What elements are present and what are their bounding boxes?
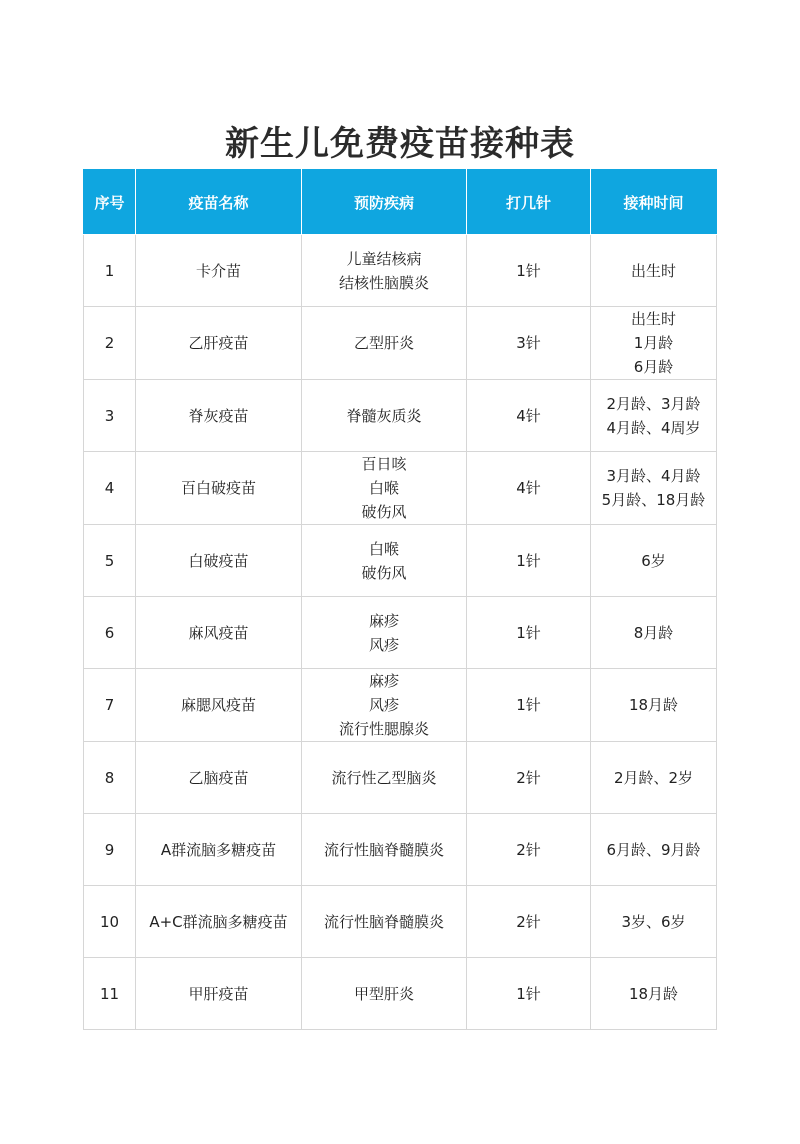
cell-diseases [302,814,467,886]
cell-doses: 2针 [467,742,591,814]
cell-schedule-line: 3岁、6岁 [621,912,686,931]
cell-schedule-line: 18月龄 [628,984,679,1003]
table-row [84,235,717,307]
cell-doses: 2针 [467,814,591,886]
cell-diseases [302,307,467,380]
cell-no: 2 [84,307,136,380]
cell-diseases-line: 白喉 [368,539,399,558]
cell-diseases [302,380,467,452]
cell-no: 10 [84,886,136,958]
cell-diseases [302,886,467,958]
cell-schedule-line: 8月龄 [633,623,674,642]
cell-schedule [591,886,717,958]
cell-diseases-line: 麻疹 [368,611,399,630]
cell-no: 3 [84,380,136,452]
header-no: 序号 [84,170,136,235]
cell-doses: 1针 [467,235,591,307]
cell-vaccine-name: 脊灰疫苗 [136,380,302,452]
cell-doses: 1针 [467,597,591,669]
cell-vaccine-name: 甲肝疫苗 [136,958,302,1030]
cell-no: 11 [84,958,136,1030]
cell-schedule-line: 3月龄、4月龄 [606,467,701,485]
cell-diseases [302,452,467,525]
cell-schedule-line: 18月龄 [628,696,679,714]
cell-doses: 1针 [467,958,591,1030]
cell-vaccine-name: 麻风疫苗 [136,597,302,669]
cell-vaccine-name: 卡介苗 [136,235,302,307]
cell-vaccine-name: 乙肝疫苗 [136,307,302,380]
cell-doses: 1针 [467,669,591,742]
cell-vaccine-name: 麻腮风疫苗 [136,669,302,742]
cell-no: 9 [84,814,136,886]
cell-diseases-line: 儿童结核病 [346,249,422,268]
table-row [84,597,717,669]
cell-no: 1 [84,235,136,307]
table-row [84,742,717,814]
cell-schedule-line: 1月龄 [633,334,674,352]
cell-schedule [591,452,717,525]
cell-schedule-line: 4月龄、4周岁 [606,418,701,437]
header-schedule: 接种时间 [591,170,717,235]
cell-schedule-line: 出生时 [630,310,676,328]
cell-diseases [302,525,467,597]
cell-vaccine-name: A+C群流脑多糖疫苗 [136,886,302,958]
cell-schedule [591,525,717,597]
cell-doses: 4针 [467,380,591,452]
vaccine-schedule-table [83,169,717,1030]
header-doses: 打几针 [467,170,591,235]
table-row [84,958,717,1030]
cell-diseases-line: 麻疹 [368,672,399,690]
header-diseases: 预防疾病 [302,170,467,235]
header-vaccine-name: 疫苗名称 [136,170,302,235]
cell-diseases-line: 流行性腮腺炎 [338,720,429,738]
cell-no: 7 [84,669,136,742]
cell-vaccine-name: 百白破疫苗 [136,452,302,525]
cell-schedule [591,742,717,814]
cell-no: 6 [84,597,136,669]
cell-no: 8 [84,742,136,814]
cell-diseases-line: 白喉 [368,479,399,497]
cell-diseases-line: 流行性乙型脑炎 [331,768,437,787]
cell-doses: 2针 [467,886,591,958]
cell-diseases-line: 破伤风 [361,503,407,521]
cell-vaccine-name: 乙脑疫苗 [136,742,302,814]
cell-schedule [591,958,717,1030]
cell-vaccine-name: A群流脑多糖疫苗 [136,814,302,886]
cell-schedule [591,669,717,742]
cell-doses: 3针 [467,307,591,380]
cell-vaccine-name: 白破疫苗 [136,525,302,597]
cell-diseases [302,742,467,814]
cell-schedule-line: 2月龄、2岁 [613,768,694,787]
cell-doses: 1针 [467,525,591,597]
table-row [84,886,717,958]
cell-diseases [302,235,467,307]
cell-diseases-line: 乙型肝炎 [353,334,414,352]
cell-diseases-line: 脊髓灰质炎 [346,406,422,425]
cell-diseases-line: 结核性脑膜炎 [338,273,429,292]
table-row [84,814,717,886]
table-body [84,235,717,1030]
page-title: 新生儿免费疫苗接种表 [225,124,575,164]
cell-diseases-line: 风疹 [368,635,399,654]
table-row [84,452,717,525]
cell-schedule [591,235,717,307]
cell-diseases [302,958,467,1030]
table-row [84,669,717,742]
table-header-row [84,170,717,235]
cell-schedule [591,380,717,452]
cell-schedule-line: 2月龄、3月龄 [606,394,701,413]
cell-diseases [302,669,467,742]
cell-diseases-line: 甲型肝炎 [353,984,414,1003]
cell-schedule-line: 出生时 [630,261,676,280]
cell-no: 5 [84,525,136,597]
cell-schedule [591,597,717,669]
cell-diseases-line: 流行性脑脊髓膜炎 [323,840,444,859]
cell-diseases-line: 流行性脑脊髓膜炎 [323,912,444,931]
table-row [84,307,717,380]
cell-diseases [302,597,467,669]
cell-schedule-line: 6岁 [641,551,666,570]
cell-schedule [591,814,717,886]
table-row [84,380,717,452]
cell-schedule-line: 6月龄、9月龄 [606,840,701,859]
table-row [84,525,717,597]
cell-diseases-line: 破伤风 [361,563,407,582]
cell-diseases-line: 百日咳 [361,455,407,473]
cell-schedule-line: 5月龄、18月龄 [601,491,706,509]
cell-schedule-line: 6月龄 [633,358,674,376]
cell-schedule [591,307,717,380]
cell-no: 4 [84,452,136,525]
cell-diseases-line: 风疹 [368,696,399,714]
cell-doses: 4针 [467,452,591,525]
